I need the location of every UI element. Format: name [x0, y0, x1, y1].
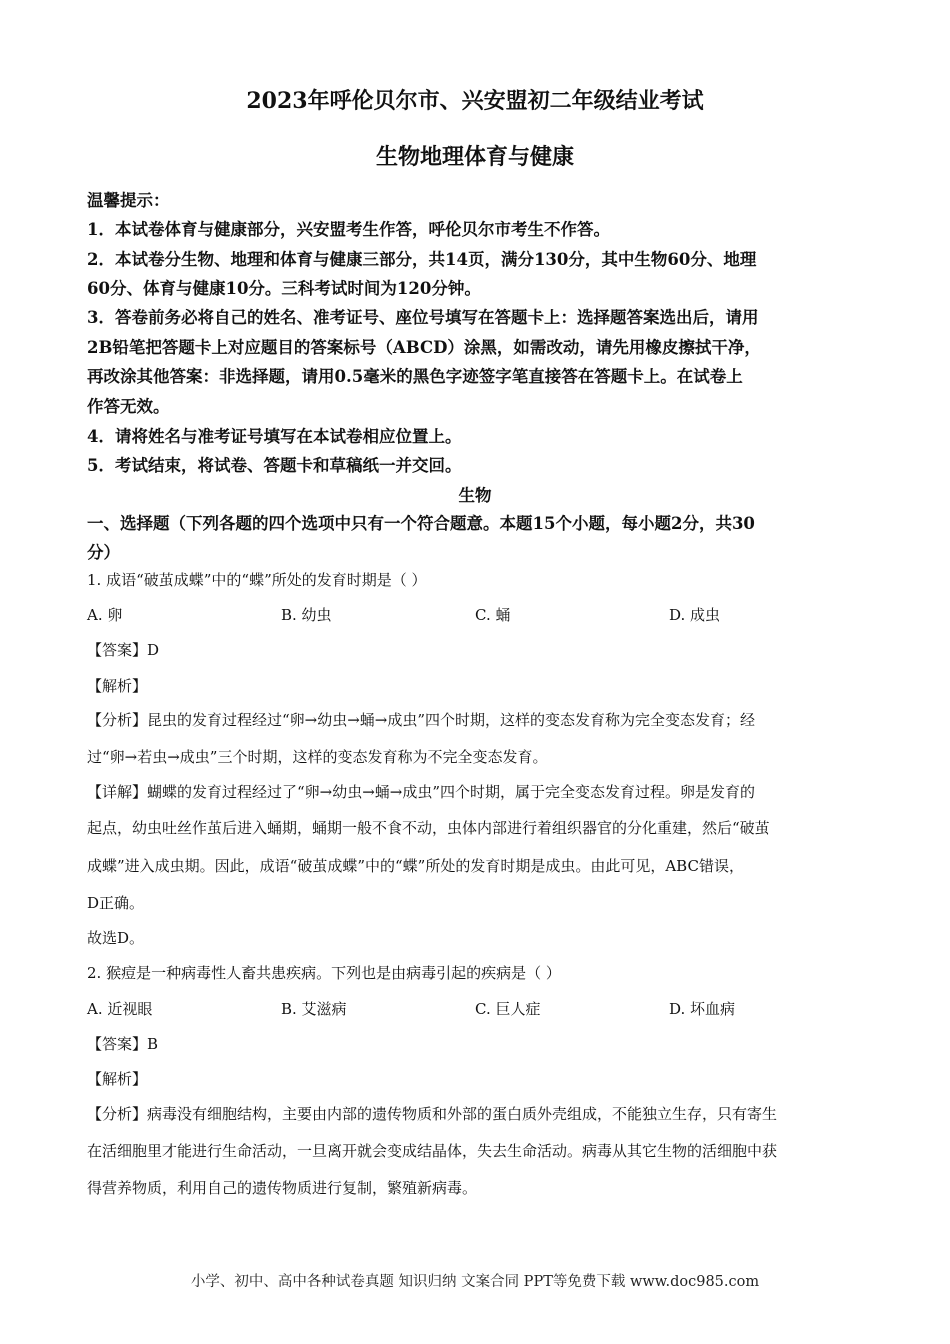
- question-1-answer: 【答案】D: [87, 641, 160, 659]
- analysis-line: 在活细胞里才能进行生命活动，一旦离开就会变成结晶体，失去生命活动。病毒从其它生物的活细胞中获: [87, 1142, 778, 1160]
- question-2-option-a: A. 近视眼: [87, 1000, 153, 1018]
- analysis-line: 【详解】蝴蝶的发育过程经过了“卵→幼虫→蛹→成虫”四个时期，属于完全变态发育过程。卵是发育的: [87, 783, 756, 801]
- exam-subtitle: 生物地理体育与健康: [375, 144, 574, 170]
- question-1-option-b: B. 幼虫: [281, 606, 332, 624]
- analysis-line: 【分析】昆虫的发育过程经过“卵→幼虫→蛹→成虫”四个时期，这样的变态发育称为完全变态发育；经: [87, 711, 756, 729]
- question-2-analysis-label: 【解析】: [87, 1070, 148, 1088]
- analysis-line: 成蝶”进入成虫期。因此，成语“破茧成蝶”中的“蝶”所处的发育时期是成虫。由此可见，ABC错误，: [87, 857, 744, 875]
- exam-title: 2023年呼伦贝尔市、兴安盟初二年级结业考试: [246, 88, 704, 114]
- notice-line: 作答无效。: [87, 397, 170, 416]
- notice-line: 1．本试卷体育与健康部分，兴安盟考生作答，呼伦贝尔市考生不作答。: [87, 220, 610, 239]
- question-2-answer: 【答案】B: [87, 1035, 159, 1053]
- notice-heading: 温馨提示：: [87, 191, 170, 210]
- question-2-option-c: C. 巨人症: [475, 1000, 541, 1018]
- question-1-option-d: D. 成虫: [669, 606, 721, 624]
- question-2-stem: 2. 猴痘是一种病毒性人畜共患疾病。下列也是由病毒引起的疾病是（ ）: [87, 964, 561, 982]
- question-1-stem: 1. 成语“破茧成蝶”中的“蝶”所处的发育时期是（ ）: [87, 571, 427, 589]
- notice-line: 再改涂其他答案：非选择题，请用0.5毫米的黑色字迹签字笔直接答在答题卡上。在试卷上: [87, 367, 743, 386]
- notice-line: 2．本试卷分生物、地理和体育与健康三部分，共14页，满分130分，其中生物60分、地理: [87, 250, 757, 269]
- question-1-option-a: A. 卵: [87, 606, 123, 624]
- notice-line: 60分、体育与健康10分。三科考试时间为120分钟。: [87, 279, 481, 298]
- notice-line: 5．考试结束，将试卷、答题卡和草稿纸一并交回。: [87, 456, 462, 475]
- analysis-line: 【分析】病毒没有细胞结构，主要由内部的遗传物质和外部的蛋白质外壳组成，不能独立生存，只有寄生: [87, 1105, 778, 1123]
- notice-line: 4．请将姓名与准考证号填写在本试卷相应位置上。: [87, 427, 462, 446]
- question-2-option-b: B. 艾滋病: [281, 1000, 347, 1018]
- question-1-analysis-label: 【解析】: [87, 677, 148, 695]
- analysis-line: D正确。: [87, 894, 145, 912]
- part-heading: 分）: [87, 543, 120, 562]
- analysis-line: 故选D。: [87, 929, 145, 947]
- section-title: 生物: [458, 486, 492, 505]
- notice-line: 2B铅笔把答题卡上对应题目的答案标号（ABCD）涂黑，如需改动，请先用橡皮擦拭干净，: [87, 338, 761, 357]
- analysis-line: 起点，幼虫吐丝作茧后进入蛹期，蛹期一般不食不动，虫体内部进行着组织器官的分化重建，然后“破茧: [87, 819, 770, 837]
- question-2-option-d: D. 坏血病: [669, 1000, 736, 1018]
- notice-line: 3．答卷前务必将自己的姓名、准考证号、座位号填写在答题卡上：选择题答案选出后，请用: [87, 308, 759, 327]
- part-heading: 一、选择题（下列各题的四个选项中只有一个符合题意。本题15个小题，每小题2分，共30: [87, 514, 755, 533]
- page-footer: 小学、初中、高中各种试卷真题 知识归纳 文案合同 PPT等免费下载 www.doc985.com: [190, 1274, 760, 1290]
- question-1-option-c: C. 蛹: [475, 606, 511, 624]
- analysis-line: 过“卵→若虫→成虫”三个时期，这样的变态发育称为不完全变态发育。: [87, 748, 548, 766]
- analysis-line: 得营养物质，利用自己的遗传物质进行复制，繁殖新病毒。: [87, 1179, 478, 1197]
